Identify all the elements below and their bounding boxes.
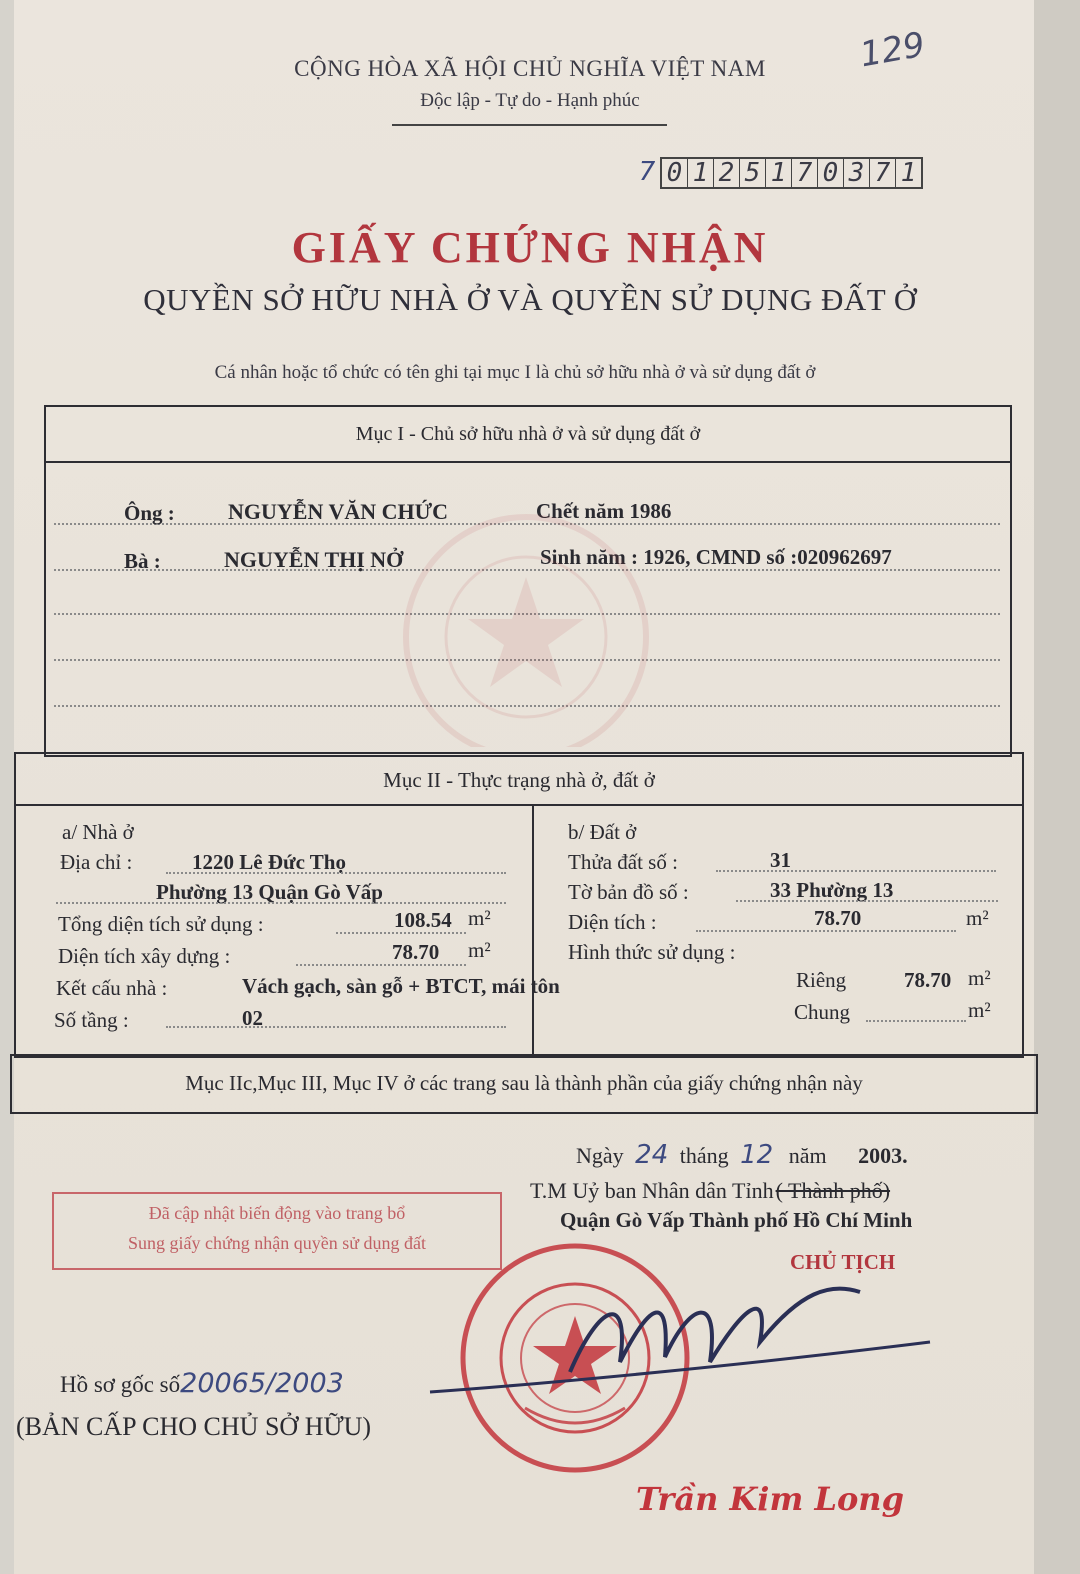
document-subtitle: QUYỀN SỞ HỮU NHÀ Ở VÀ QUYỀN SỬ DỤNG ĐẤT Ở	[143, 282, 917, 317]
built-area-label: Diện tích xây dựng :	[58, 944, 231, 968]
total-area-value: 108.54	[394, 908, 452, 932]
parcel-label: Thửa đất số :	[568, 850, 678, 874]
total-area-unit: m²	[468, 906, 491, 930]
serial-digit: 1	[900, 158, 917, 188]
file-record	[60, 1368, 344, 1399]
dotted-line	[736, 900, 998, 902]
issued-to-owner: (BẢN CẤP CHO CHỦ SỞ HỮU)	[16, 1412, 372, 1441]
serial-digit: 7	[870, 159, 896, 187]
dotted-line	[696, 930, 956, 932]
owner2-name: NGUYỄN THỊ NỞ	[224, 547, 404, 572]
district-line: Quận Gò Vấp Thành phố Hồ Chí Minh	[560, 1208, 913, 1232]
serial-digit: 7	[792, 159, 818, 187]
update-stamp-line2: Sung giấy chứng nhận quyền sử dụng đất	[128, 1233, 426, 1253]
private-label: Riêng	[796, 968, 847, 992]
land-area-unit: m²	[966, 906, 989, 930]
map-sheet-label: Tờ bản đồ số :	[568, 880, 689, 904]
dotted-line	[166, 1026, 506, 1028]
serial-digit: 3	[844, 159, 870, 187]
owner1-label: Ông :	[124, 501, 175, 525]
intro-text: Cá nhân hoặc tổ chức có tên ghi tại mục I là chủ sở hữu nhà ở và sử dụng đất ở	[214, 362, 816, 383]
date-prefix: Ngày	[576, 1143, 624, 1168]
section-1-box	[44, 405, 1012, 757]
dotted-line	[56, 902, 506, 904]
map-sheet-value: 33 Phường 13	[770, 878, 894, 902]
serial-number	[634, 157, 923, 189]
section-2-header: Mục II - Thực trạng nhà ở, đất ở	[16, 754, 1022, 806]
dotted-line	[716, 870, 996, 872]
issue-date	[576, 1140, 908, 1170]
land-area-label: Diện tích :	[568, 910, 657, 934]
built-area-value: 78.70	[392, 940, 440, 964]
motto-underline	[392, 124, 667, 126]
house-address-line1: 1220 Lê Đức Thọ	[192, 850, 346, 874]
owner2-label: Bà :	[124, 549, 161, 573]
file-record-number: 20065/2003	[180, 1368, 344, 1399]
parcel-value: 31	[770, 848, 791, 872]
section-1-header: Mục I - Chủ sở hữu nhà ở và sử dụng đất ở	[46, 407, 1010, 463]
serial-prefix: 7	[638, 157, 656, 187]
private-unit: m²	[968, 966, 991, 990]
floors-label: Số tầng :	[54, 1008, 129, 1032]
date-day: 24	[635, 1140, 669, 1170]
column-divider	[532, 804, 534, 1056]
date-month: 12	[740, 1140, 774, 1170]
month-label: tháng	[679, 1143, 729, 1168]
dotted-line	[166, 872, 506, 874]
document-title: GIẤY CHỨNG NHẬN	[291, 223, 769, 272]
serial-digit: 1	[766, 159, 792, 187]
committee-struck: ( Thành phố)	[775, 1178, 891, 1203]
dotted-line	[866, 1020, 966, 1022]
shared-unit: m²	[968, 998, 991, 1022]
floors-value: 02	[242, 1006, 263, 1030]
private-value: 78.70	[904, 968, 952, 992]
owner1-note: Chết năm 1986	[536, 499, 672, 523]
structure-value: Vách gạch, sàn gỗ + BTCT, mái tôn	[242, 974, 560, 998]
house-address-line2: Phường 13 Quận Gò Vấp	[156, 880, 383, 904]
dotted-line	[336, 932, 466, 934]
committee-text: T.M Uỷ ban Nhân dân Tỉnh	[530, 1178, 774, 1203]
file-record-label: Hồ sơ gốc số	[60, 1372, 181, 1397]
serial-digit: 2	[714, 159, 740, 187]
position-title: CHỦ TỊCH	[790, 1250, 896, 1274]
signer-name: Trần Kim Long	[636, 1480, 904, 1518]
year-label: năm	[788, 1143, 827, 1168]
section-2-box	[14, 752, 1024, 1058]
serial-digit: 0	[818, 159, 844, 187]
usage-form-label: Hình thức sử dụng :	[568, 940, 736, 964]
owner1-name: NGUYỄN VĂN CHỨC	[228, 499, 448, 524]
house-heading: a/ Nhà ở	[62, 820, 134, 844]
update-stamp	[52, 1192, 502, 1270]
date-year: 2003.	[858, 1143, 908, 1168]
serial-cells	[660, 157, 923, 189]
built-area-unit: m²	[468, 938, 491, 962]
footer-note: Mục IIc,Mục III, Mục IV ở các trang sau là thành phần của giấy chứng nhận này	[10, 1054, 1038, 1114]
serial-digit: 5	[740, 159, 766, 187]
handwritten-page-number: 129	[857, 24, 928, 76]
serial-digit: 1	[688, 159, 714, 187]
total-area-label: Tổng diện tích sử dụng :	[58, 912, 264, 936]
serial-digit: 0	[662, 159, 688, 187]
shared-label: Chung	[794, 1000, 851, 1024]
motto: Độc lập - Tự do - Hạnh phúc	[420, 90, 640, 111]
national-title: CỘNG HÒA XÃ HỘI CHỦ NGHĨA VIỆT NAM	[294, 56, 766, 81]
land-area-value: 78.70	[814, 906, 862, 930]
update-stamp-line1: Đã cập nhật biến động vào trang bổ	[148, 1203, 406, 1223]
dotted-line	[296, 964, 466, 966]
owner2-note: Sinh năm : 1926, CMND số :020962697	[540, 545, 892, 569]
committee-line	[530, 1178, 890, 1204]
land-heading: b/ Đất ở	[568, 820, 637, 844]
watermark-emblem	[296, 497, 756, 747]
house-address-label: Địa chỉ :	[60, 850, 133, 874]
structure-label: Kết cấu nhà :	[56, 976, 168, 1000]
chairman-signature	[420, 1262, 940, 1412]
